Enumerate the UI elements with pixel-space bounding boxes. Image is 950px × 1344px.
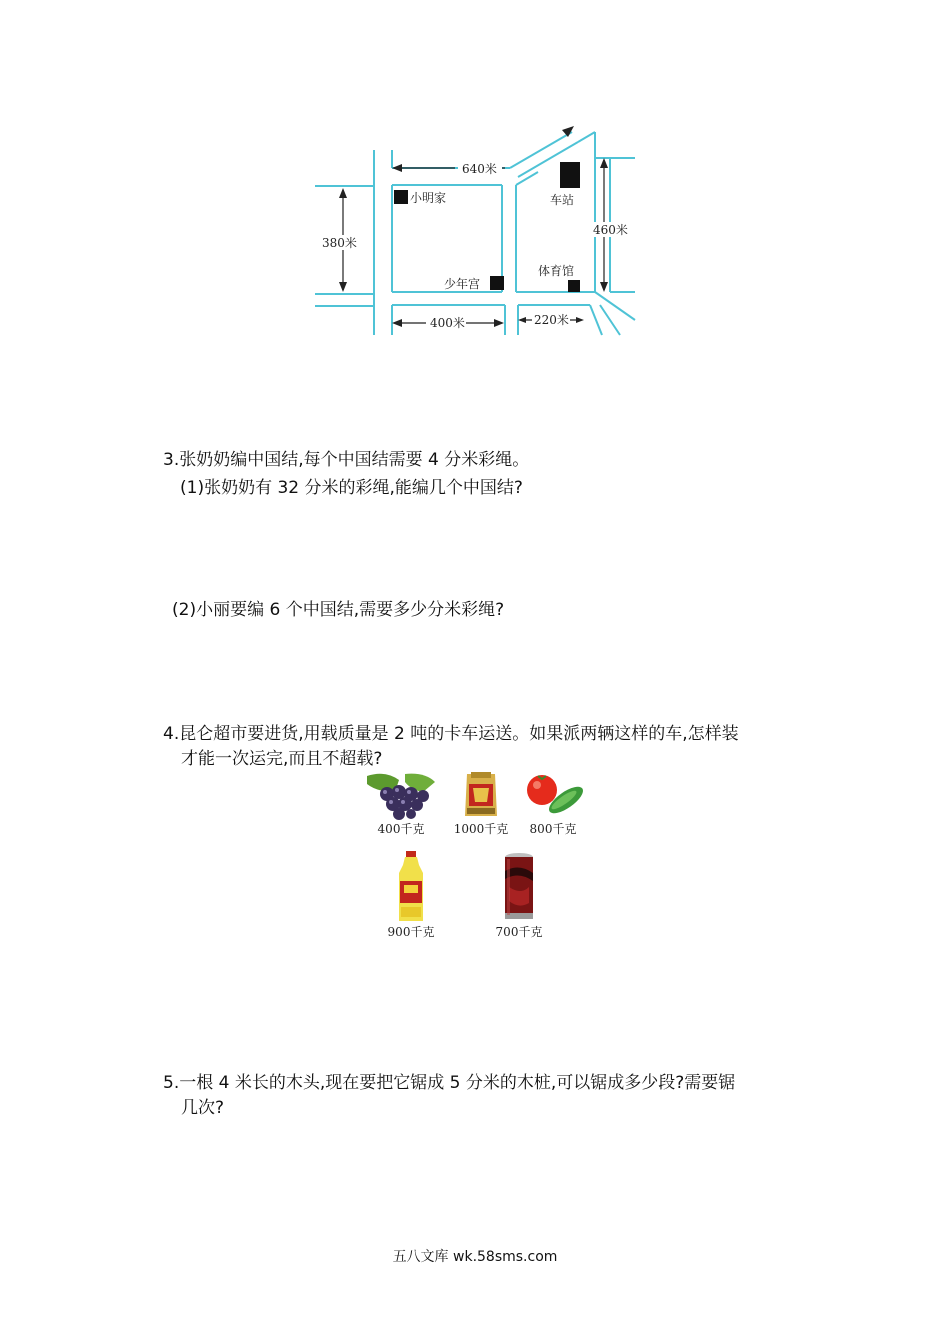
arrow-north-head [562,126,574,137]
label-460: 460米 [593,223,628,237]
label-home: 小明家 [410,191,447,205]
q3-sub2: (2)小丽要编 6 个中国结,需要多少分米彩绳? [172,600,505,620]
grapes-weight: 400千克 [377,822,425,836]
label-220: 220米 [534,313,569,327]
soda-can-icon [499,851,539,923]
oil-bottle-weight: 900千克 [387,925,435,939]
q4-line1: 4.昆仑超市要进货,用载质量是 2 吨的卡车运送。如果派两辆这样的车,怎样装 [163,724,739,744]
rice-bag-weight: 1000千克 [453,822,509,836]
street-map-svg [310,120,640,340]
palace-marker [490,276,504,290]
soda-can-weight: 700千克 [495,925,543,939]
oil-bottle-icon [393,851,429,923]
goods-item-grapes [356,770,446,837]
q3-sub1: (1)张奶奶有 32 分米的彩绳,能编几个中国结? [180,478,523,498]
home-marker [394,190,408,204]
vegetables-icon [518,770,588,820]
q4-line2: 才能一次运完,而且不超载? [181,749,383,769]
q3-title: 3.张奶奶编中国结,每个中国结需要 4 分米彩绳。 [163,450,530,470]
label-380: 380米 [322,236,357,250]
goods-item-vegetables [508,770,598,837]
vegetables-weight: 800千克 [529,822,577,836]
label-palace: 少年宫 [444,277,481,291]
gym-marker [568,280,580,292]
station-marker [560,162,580,188]
label-640: 640米 [462,162,497,176]
goods-item-oil-bottle [366,851,456,940]
q5-line1: 5.一根 4 米长的木头,现在要把它锯成 5 分米的木桩,可以锯成多少段?需要锯 [163,1073,736,1093]
street-map [310,120,640,340]
rice-bag-icon [461,770,501,820]
label-gym: 体育馆 [538,264,575,278]
goods-item-soda-can [474,851,564,940]
grapes-icon [365,770,437,820]
label-station: 车站 [550,193,575,207]
footer-watermark: 五八文库 wk.58sms.com [392,1249,558,1265]
label-400: 400米 [430,316,465,330]
q5-line2: 几次? [181,1098,225,1118]
